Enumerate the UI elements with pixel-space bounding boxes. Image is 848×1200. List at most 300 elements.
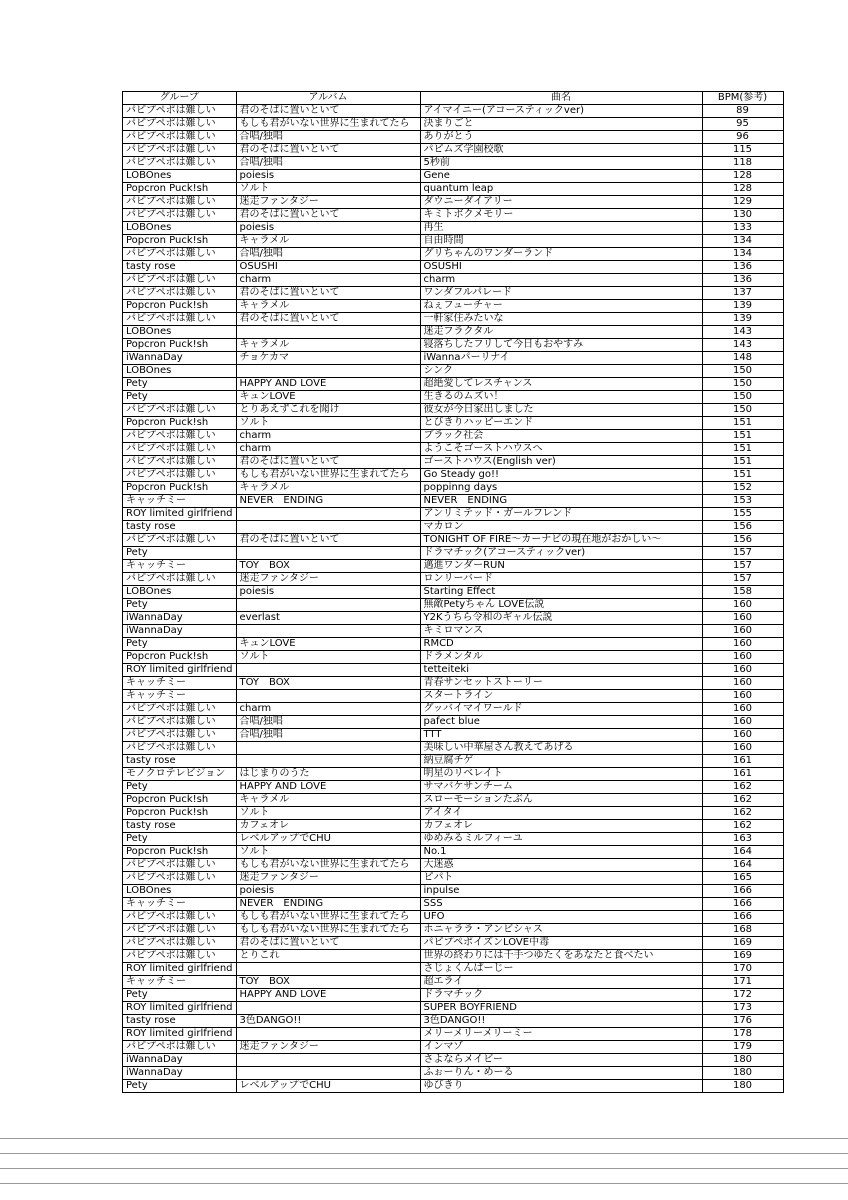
table-row — [123, 573, 784, 586]
group-cell: Popcron Puck!sh — [123, 482, 237, 495]
table-row — [123, 404, 784, 417]
album-cell: 合唱/独唱 — [236, 248, 420, 261]
album-cell: TOY BOX — [236, 677, 420, 690]
album-cell: ソルト — [236, 846, 420, 859]
song-cell: アンリミテッド・ガールフレンド — [420, 508, 702, 521]
song-cell: inpulse — [420, 885, 702, 898]
bpm-cell: 118 — [702, 157, 783, 170]
table-row — [123, 534, 784, 547]
group-cell: tasty rose — [123, 521, 237, 534]
page-rule — [0, 1138, 848, 1139]
bpm-cell: 164 — [702, 859, 783, 872]
table-row — [123, 976, 784, 989]
bpm-cell: 161 — [702, 768, 783, 781]
group-cell: キャッチミー — [123, 690, 237, 703]
bpm-cell: 151 — [702, 430, 783, 443]
bpm-cell: 160 — [702, 638, 783, 651]
table-row — [123, 1054, 784, 1067]
group-cell: キャッチミー — [123, 976, 237, 989]
bpm-cell: 95 — [702, 118, 783, 131]
group-cell: キャッチミー — [123, 560, 237, 573]
group-cell: パピプペポは難しい — [123, 469, 237, 482]
group-cell: Pety — [123, 833, 237, 846]
song-cell: ありがとう — [420, 131, 702, 144]
song-cell: ピパト — [420, 872, 702, 885]
page-rule — [0, 1168, 848, 1169]
group-cell: パピプペポは難しい — [123, 534, 237, 547]
table-row — [123, 196, 784, 209]
table-row — [123, 417, 784, 430]
header-row — [123, 92, 784, 105]
group-cell: パピプペポは難しい — [123, 209, 237, 222]
bpm-cell: 89 — [702, 105, 783, 118]
song-cell: Go Steady go!! — [420, 469, 702, 482]
bpm-cell: 162 — [702, 794, 783, 807]
album-cell: ソルト — [236, 417, 420, 430]
song-cell: 彼女が今日家出しました — [420, 404, 702, 417]
song-cell: 5秒前 — [420, 157, 702, 170]
song-cell: 迷走フラクタル — [420, 326, 702, 339]
song-cell: 納豆腐チゲ — [420, 755, 702, 768]
bpm-cell: 155 — [702, 508, 783, 521]
group-cell: Pety — [123, 989, 237, 1002]
table-row — [123, 651, 784, 664]
album-cell: ソルト — [236, 807, 420, 820]
bpm-cell: 169 — [702, 950, 783, 963]
song-cell: メリーメリーメリーミー — [420, 1028, 702, 1041]
table-row — [123, 625, 784, 638]
table-row — [123, 508, 784, 521]
group-cell: パピプペポは難しい — [123, 872, 237, 885]
column-header-song: 曲名 — [420, 92, 702, 105]
table-row — [123, 612, 784, 625]
song-cell: 超絶愛してレスチャンス — [420, 378, 702, 391]
table-row — [123, 872, 784, 885]
table-row — [123, 586, 784, 599]
table-row — [123, 664, 784, 677]
bpm-cell: 128 — [702, 170, 783, 183]
song-cell: 3色DANGO!! — [420, 1015, 702, 1028]
album-cell: キャラメル — [236, 235, 420, 248]
bpm-cell: 157 — [702, 560, 783, 573]
song-cell: アイタイ — [420, 807, 702, 820]
bpm-cell: 156 — [702, 521, 783, 534]
group-cell: Pety — [123, 1080, 237, 1093]
song-cell: RMCD — [420, 638, 702, 651]
album-cell: 迷走ファンタジー — [236, 196, 420, 209]
song-cell: 一軒家住みたいな — [420, 313, 702, 326]
album-cell: 合唱/独唱 — [236, 131, 420, 144]
table-row — [123, 209, 784, 222]
bpm-cell: 180 — [702, 1080, 783, 1093]
group-cell: Popcron Puck!sh — [123, 300, 237, 313]
bpm-cell: 115 — [702, 144, 783, 157]
table-row — [123, 833, 784, 846]
song-cell: ロンリーバード — [420, 573, 702, 586]
album-cell: charm — [236, 430, 420, 443]
bpm-cell: 137 — [702, 287, 783, 300]
group-cell: モノクロテレビジョン — [123, 768, 237, 781]
bpm-cell: 164 — [702, 846, 783, 859]
bpm-cell: 166 — [702, 885, 783, 898]
bpm-cell: 160 — [702, 703, 783, 716]
group-cell: パピプペポは難しい — [123, 456, 237, 469]
group-cell: LOBOnes — [123, 586, 237, 599]
group-cell: iWannaDay — [123, 1054, 237, 1067]
song-cell: ワンダフルパレード — [420, 287, 702, 300]
bpm-cell: 156 — [702, 534, 783, 547]
album-cell — [236, 365, 420, 378]
table-row — [123, 222, 784, 235]
group-cell: パピプペポは難しい — [123, 118, 237, 131]
album-cell — [236, 326, 420, 339]
group-cell: ROY limited girlfriend — [123, 1002, 237, 1015]
bpm-cell: 151 — [702, 417, 783, 430]
album-cell: charm — [236, 274, 420, 287]
bpm-cell: 160 — [702, 690, 783, 703]
song-cell: 無敵Petyちゃん LOVE伝説 — [420, 599, 702, 612]
table-row — [123, 326, 784, 339]
song-cell: iWannaパーリナイ — [420, 352, 702, 365]
group-cell: パピプペポは難しい — [123, 248, 237, 261]
group-cell: iWannaDay — [123, 1067, 237, 1080]
album-cell: 迷走ファンタジー — [236, 573, 420, 586]
album-cell: poiesis — [236, 885, 420, 898]
song-cell: charm — [420, 274, 702, 287]
song-cell: 超エライ — [420, 976, 702, 989]
album-cell — [236, 547, 420, 560]
bpm-cell: 143 — [702, 339, 783, 352]
group-cell: LOBOnes — [123, 365, 237, 378]
bpm-cell: 160 — [702, 612, 783, 625]
song-cell: ダウニーダイアリー — [420, 196, 702, 209]
table-row — [123, 170, 784, 183]
song-cell: サマバケサンチーム — [420, 781, 702, 794]
table-row — [123, 313, 784, 326]
group-cell: ROY limited girlfriend — [123, 963, 237, 976]
table-row — [123, 729, 784, 742]
album-cell: 合唱/独唱 — [236, 716, 420, 729]
group-cell: パピプペポは難しい — [123, 443, 237, 456]
song-cell: ドラマチック — [420, 989, 702, 1002]
song-cell: 再生 — [420, 222, 702, 235]
bpm-cell: 160 — [702, 599, 783, 612]
group-cell: LOBOnes — [123, 222, 237, 235]
table-row — [123, 482, 784, 495]
song-cell: グリちゃんのワンダーランド — [420, 248, 702, 261]
group-cell: パピプペポは難しい — [123, 729, 237, 742]
group-cell: パピプペポは難しい — [123, 924, 237, 937]
song-cell: キミロマンス — [420, 625, 702, 638]
table-row — [123, 183, 784, 196]
song-cell: tetteiteki — [420, 664, 702, 677]
song-cell: ブラック社会 — [420, 430, 702, 443]
album-cell — [236, 625, 420, 638]
table-row — [123, 820, 784, 833]
song-cell: スタートライン — [420, 690, 702, 703]
song-cell: マカロン — [420, 521, 702, 534]
album-cell: キュンLOVE — [236, 638, 420, 651]
bpm-cell: 160 — [702, 716, 783, 729]
album-cell: 迷走ファンタジー — [236, 872, 420, 885]
song-cell: No.1 — [420, 846, 702, 859]
album-cell: とりこれ — [236, 950, 420, 963]
bpm-cell: 151 — [702, 443, 783, 456]
table-row — [123, 924, 784, 937]
song-cell: シンク — [420, 365, 702, 378]
table-header — [123, 92, 784, 105]
song-cell: キミトボクメモリー — [420, 209, 702, 222]
album-cell: everlast — [236, 612, 420, 625]
album-cell: キュンLOVE — [236, 391, 420, 404]
group-cell: パピプペポは難しい — [123, 716, 237, 729]
album-cell: ソルト — [236, 651, 420, 664]
group-cell: ROY limited girlfriend — [123, 664, 237, 677]
album-cell: 君のそばに置いといて — [236, 144, 420, 157]
table-row — [123, 898, 784, 911]
group-cell: パピプペポは難しい — [123, 950, 237, 963]
table-row — [123, 118, 784, 131]
bpm-cell: 162 — [702, 781, 783, 794]
album-cell — [236, 963, 420, 976]
song-cell: 決まりごと — [420, 118, 702, 131]
album-cell — [236, 1054, 420, 1067]
table-row — [123, 742, 784, 755]
table-row — [123, 755, 784, 768]
group-cell: パピプペポは難しい — [123, 404, 237, 417]
bpm-cell: 173 — [702, 1002, 783, 1015]
group-cell: Pety — [123, 599, 237, 612]
bpm-cell: 96 — [702, 131, 783, 144]
table-row — [123, 1015, 784, 1028]
album-cell: もしも君がいない世界に生まれてたら — [236, 469, 420, 482]
bpm-cell: 139 — [702, 300, 783, 313]
song-cell: 大迷惑 — [420, 859, 702, 872]
table-row — [123, 963, 784, 976]
bpm-cell: 148 — [702, 352, 783, 365]
group-cell: LOBOnes — [123, 326, 237, 339]
group-cell: Popcron Puck!sh — [123, 794, 237, 807]
group-cell: iWannaDay — [123, 625, 237, 638]
group-cell: パピプペポは難しい — [123, 274, 237, 287]
table-row — [123, 1080, 784, 1093]
album-cell — [236, 664, 420, 677]
album-cell: とりあえずこれを聞け — [236, 404, 420, 417]
group-cell: Pety — [123, 547, 237, 560]
album-cell: レベルアップでCHU — [236, 833, 420, 846]
table-row — [123, 950, 784, 963]
group-cell: パピプペポは難しい — [123, 157, 237, 170]
group-cell: パピプペポは難しい — [123, 430, 237, 443]
group-cell: Popcron Puck!sh — [123, 339, 237, 352]
song-cell: pafect blue — [420, 716, 702, 729]
song-cell: グッバイマイワールド — [420, 703, 702, 716]
bpm-cell: 143 — [702, 326, 783, 339]
album-cell: 合唱/独唱 — [236, 157, 420, 170]
album-cell: HAPPY AND LOVE — [236, 781, 420, 794]
bpm-cell: 169 — [702, 937, 783, 950]
bpm-cell: 172 — [702, 989, 783, 1002]
group-cell: パピプペポは難しい — [123, 287, 237, 300]
song-cell: 邁進ワンダーRUN — [420, 560, 702, 573]
bpm-cell: 166 — [702, 911, 783, 924]
bpm-cell: 170 — [702, 963, 783, 976]
group-cell: パピプペポは難しい — [123, 144, 237, 157]
group-cell: iWannaDay — [123, 612, 237, 625]
bpm-cell: 128 — [702, 183, 783, 196]
album-cell: TOY BOX — [236, 976, 420, 989]
table-row — [123, 677, 784, 690]
bpm-cell: 152 — [702, 482, 783, 495]
bpm-cell: 133 — [702, 222, 783, 235]
album-cell: キャラメル — [236, 482, 420, 495]
album-cell: 合唱/独唱 — [236, 729, 420, 742]
bpm-cell: 176 — [702, 1015, 783, 1028]
table-row — [123, 1041, 784, 1054]
song-cell: スローモーションたぶん — [420, 794, 702, 807]
table-row — [123, 274, 784, 287]
bpm-cell: 161 — [702, 755, 783, 768]
album-cell: 君のそばに置いといて — [236, 937, 420, 950]
album-cell: 君のそばに置いといて — [236, 534, 420, 547]
song-cell: インマゾ — [420, 1041, 702, 1054]
song-cell: Gene — [420, 170, 702, 183]
song-cell: SUPER BOYFRIEND — [420, 1002, 702, 1015]
song-cell: カフェオレ — [420, 820, 702, 833]
song-cell: ふぉーりん・めーる — [420, 1067, 702, 1080]
song-cell: UFO — [420, 911, 702, 924]
album-cell — [236, 521, 420, 534]
album-cell: カフェオレ — [236, 820, 420, 833]
group-cell: パピプペポは難しい — [123, 911, 237, 924]
song-cell: 青春サンセットストーリー — [420, 677, 702, 690]
table-row — [123, 781, 784, 794]
bpm-cell: 134 — [702, 248, 783, 261]
group-cell: パピプペポは難しい — [123, 742, 237, 755]
song-cell: ゴーストハウス(English ver) — [420, 456, 702, 469]
song-cell: パピムズ学園校歌 — [420, 144, 702, 157]
table-row — [123, 339, 784, 352]
bpm-cell: 160 — [702, 651, 783, 664]
column-header-bpm: BPM(参考) — [702, 92, 783, 105]
group-cell: パピプペポは難しい — [123, 131, 237, 144]
table-row — [123, 261, 784, 274]
group-cell: パピプペポは難しい — [123, 937, 237, 950]
song-cell: Y2Kうちら令和のギャル伝説 — [420, 612, 702, 625]
album-cell: 君のそばに置いといて — [236, 313, 420, 326]
table-row — [123, 794, 784, 807]
song-cell: quantum leap — [420, 183, 702, 196]
album-cell: もしも君がいない世界に生まれてたら — [236, 118, 420, 131]
group-cell: tasty rose — [123, 1015, 237, 1028]
bpm-cell: 136 — [702, 261, 783, 274]
group-cell: iWannaDay — [123, 352, 237, 365]
song-cell: 自由時間 — [420, 235, 702, 248]
bpm-cell: 151 — [702, 456, 783, 469]
table-row — [123, 443, 784, 456]
song-cell: Starting Effect — [420, 586, 702, 599]
bpm-cell: 157 — [702, 547, 783, 560]
table-row — [123, 248, 784, 261]
album-cell: 君のそばに置いといて — [236, 105, 420, 118]
album-cell: HAPPY AND LOVE — [236, 378, 420, 391]
song-cell: poppinng days — [420, 482, 702, 495]
group-cell: LOBOnes — [123, 885, 237, 898]
table-row — [123, 430, 784, 443]
album-cell: 3色DANGO!! — [236, 1015, 420, 1028]
table-row — [123, 456, 784, 469]
album-cell — [236, 1067, 420, 1080]
group-cell: ROY limited girlfriend — [123, 1028, 237, 1041]
album-cell: もしも君がいない世界に生まれてたら — [236, 911, 420, 924]
bpm-cell: 160 — [702, 625, 783, 638]
table-row — [123, 560, 784, 573]
bpm-cell: 160 — [702, 729, 783, 742]
song-cell: さよならメイビー — [420, 1054, 702, 1067]
album-cell — [236, 755, 420, 768]
bpm-cell: 150 — [702, 404, 783, 417]
group-cell: Popcron Puck!sh — [123, 235, 237, 248]
song-cell: 明星のリベレイト — [420, 768, 702, 781]
page-rule — [0, 1183, 848, 1184]
group-cell: Pety — [123, 781, 237, 794]
bpm-table — [122, 91, 784, 1093]
album-cell: キャラメル — [236, 339, 420, 352]
bpm-cell: 180 — [702, 1067, 783, 1080]
album-cell: HAPPY AND LOVE — [236, 989, 420, 1002]
table-row — [123, 638, 784, 651]
table-row — [123, 495, 784, 508]
table-row — [123, 300, 784, 313]
group-cell: キャッチミー — [123, 898, 237, 911]
group-cell: Popcron Puck!sh — [123, 183, 237, 196]
bpm-cell: 180 — [702, 1054, 783, 1067]
album-cell: NEVER ENDING — [236, 495, 420, 508]
album-cell: もしも君がいない世界に生まれてたら — [236, 924, 420, 937]
table-row — [123, 235, 784, 248]
group-cell: キャッチミー — [123, 495, 237, 508]
album-cell — [236, 742, 420, 755]
song-cell: 世界の終わりには千手つゆたくをあなたと食べたい — [420, 950, 702, 963]
table-row — [123, 716, 784, 729]
song-cell: とびきりハッピーエンド — [420, 417, 702, 430]
bpm-cell: 163 — [702, 833, 783, 846]
table-row — [123, 768, 784, 781]
album-cell: TOY BOX — [236, 560, 420, 573]
group-cell: Pety — [123, 391, 237, 404]
table-row — [123, 378, 784, 391]
table-row — [123, 846, 784, 859]
bpm-cell: 139 — [702, 313, 783, 326]
group-cell: LOBOnes — [123, 170, 237, 183]
group-cell: パピプペポは難しい — [123, 196, 237, 209]
table-row — [123, 989, 784, 1002]
song-cell: 生きるのムズい！ — [420, 391, 702, 404]
table-row — [123, 521, 784, 534]
table-row — [123, 1067, 784, 1080]
album-cell: ソルト — [236, 183, 420, 196]
group-cell: Popcron Puck!sh — [123, 417, 237, 430]
album-cell: チョケカマ — [236, 352, 420, 365]
column-header-group: グループ — [123, 92, 237, 105]
table-row — [123, 1002, 784, 1015]
group-cell: tasty rose — [123, 820, 237, 833]
group-cell: Popcron Puck!sh — [123, 807, 237, 820]
song-cell: 寝落ちしたフリして今日もおやすみ — [420, 339, 702, 352]
table-row — [123, 469, 784, 482]
table-row — [123, 391, 784, 404]
group-cell: Popcron Puck!sh — [123, 651, 237, 664]
